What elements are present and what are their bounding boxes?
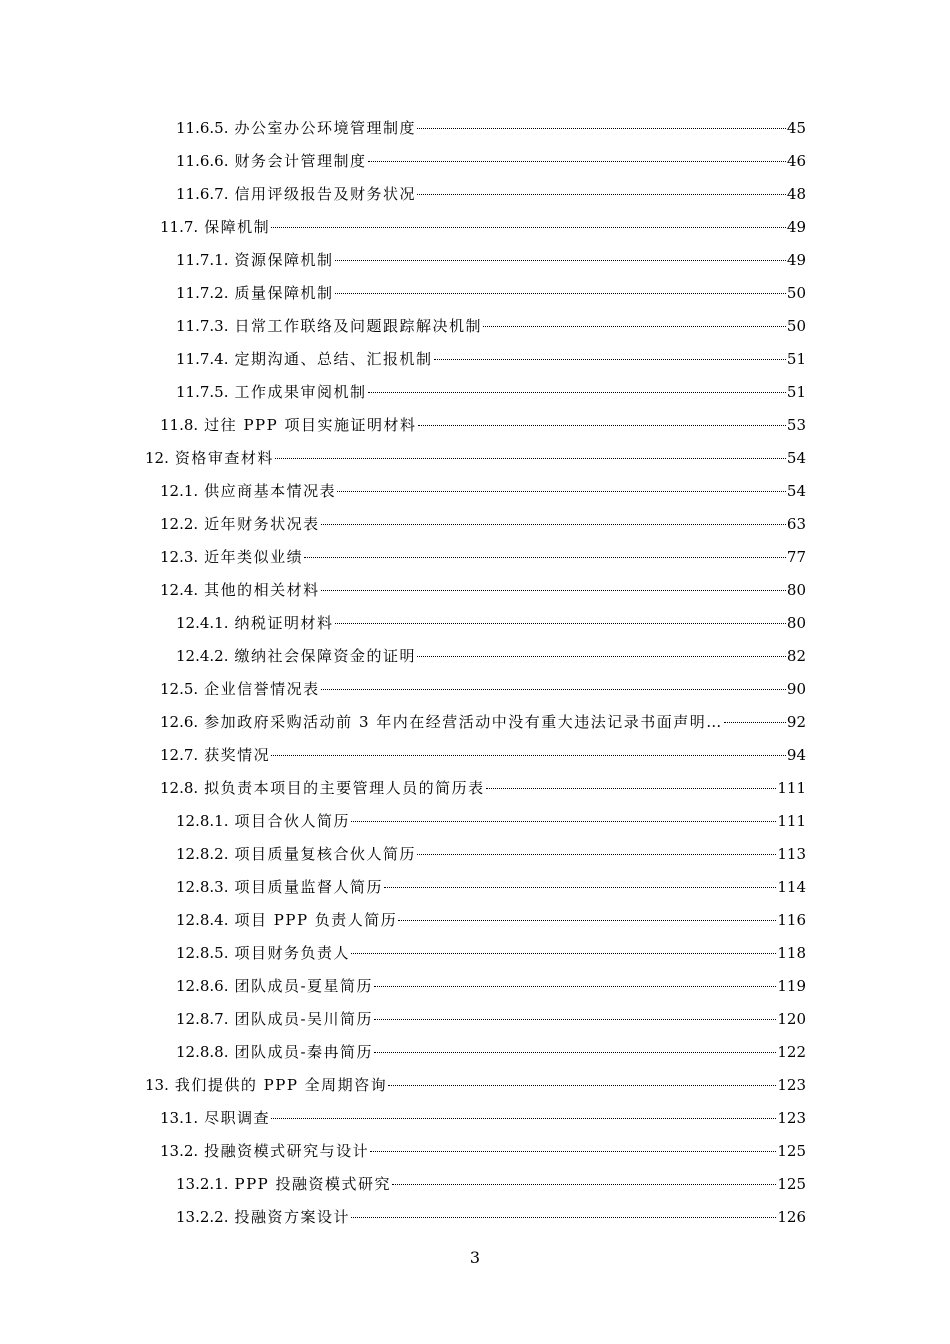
toc-entry-title: 团队成员-吴川简历 <box>234 1010 374 1028</box>
toc-dot-leader <box>368 392 786 393</box>
toc-entry[interactable] <box>0 149 950 182</box>
toc-entry[interactable] <box>0 611 950 644</box>
toc-entry-number: 11.7.5. <box>176 383 229 401</box>
toc-entry[interactable] <box>0 479 950 512</box>
toc-entry-page: 118 <box>777 944 806 962</box>
toc-entry-page: 113 <box>777 845 806 863</box>
toc-entry-title: 拟负责本项目的主要管理人员的简历表 <box>204 779 485 797</box>
toc-entry[interactable] <box>0 941 950 974</box>
toc-entry[interactable] <box>0 182 950 215</box>
toc-entry-page: 53 <box>786 416 806 434</box>
toc-entry-title: 企业信誉情况表 <box>204 680 320 698</box>
toc-entry[interactable] <box>0 974 950 1007</box>
toc-dot-leader <box>321 524 786 525</box>
toc-entry-number: 11.8. <box>160 416 199 434</box>
toc-entry-page: 94 <box>786 746 806 764</box>
toc-entry-page: 77 <box>786 548 806 566</box>
toc-entry-number: 12.3. <box>160 548 199 566</box>
toc-entry-page: 82 <box>786 647 806 665</box>
toc-entry-number: 12.8. <box>160 779 199 797</box>
toc-dot-leader <box>304 557 786 558</box>
toc-entry-number: 12.8.8. <box>176 1043 229 1061</box>
toc-entry-page: 50 <box>786 284 806 302</box>
toc-entry-page: 45 <box>786 119 806 137</box>
toc-entry-number: 11.7. <box>160 218 199 236</box>
toc-entry-number: 12.1. <box>160 482 199 500</box>
toc-entry-title: 我们提供的 PPP 全周期咨询 <box>174 1076 388 1094</box>
toc-entry-page: 122 <box>777 1043 806 1061</box>
toc-entry-title: 日常工作联络及问题跟踪解决机制 <box>234 317 482 335</box>
toc-entry-number: 12.8.5. <box>176 944 229 962</box>
toc-entry[interactable] <box>0 1007 950 1040</box>
toc-entry-page: 49 <box>786 251 806 269</box>
toc-entry-number: 11.6.7. <box>176 185 229 203</box>
toc-entry-title: 尽职调查 <box>204 1109 271 1127</box>
toc-entry[interactable] <box>0 1040 950 1073</box>
toc-dot-leader <box>321 689 786 690</box>
toc-entry[interactable] <box>0 809 950 842</box>
toc-entry-number: 12.8.2. <box>176 845 229 863</box>
toc-entry-number: 12.8.3. <box>176 878 229 896</box>
toc-entry-title: 投融资方案设计 <box>234 1208 350 1226</box>
toc-entry[interactable] <box>0 1106 950 1139</box>
toc-entry-title: 近年财务状况表 <box>204 515 320 533</box>
toc-entry-page: 119 <box>777 977 806 995</box>
toc-entry-title: 其他的相关材料 <box>204 581 320 599</box>
toc-entry-number: 12.8.1. <box>176 812 229 830</box>
toc-entry-page: 120 <box>777 1010 806 1028</box>
toc-dot-leader <box>418 425 786 426</box>
toc-entry[interactable] <box>0 644 950 677</box>
toc-entry[interactable] <box>0 842 950 875</box>
toc-entry-title: 项目合伙人简历 <box>234 812 350 830</box>
toc-entry[interactable] <box>0 116 950 149</box>
toc-entry-title: 纳税证明材料 <box>234 614 334 632</box>
toc-entry-title: 资源保障机制 <box>234 251 334 269</box>
toc-entry-page: 123 <box>777 1109 806 1127</box>
toc-entry-title: PPP 投融资模式研究 <box>234 1175 392 1193</box>
toc-entry-title: 信用评级报告及财务状况 <box>234 185 416 203</box>
toc-entry-page: 80 <box>786 581 806 599</box>
toc-entry-title: 项目财务负责人 <box>234 944 350 962</box>
toc-entry-title: 办公室办公环境管理制度 <box>234 119 416 137</box>
toc-dot-leader <box>368 161 786 162</box>
toc-entry-page: 49 <box>786 218 806 236</box>
toc-entry-title: 参加政府采购活动前 3 年内在经营活动中没有重大违法记录书面声明… <box>204 713 723 731</box>
toc-entry-number: 12.8.4. <box>176 911 229 929</box>
toc-entry[interactable] <box>0 1073 950 1106</box>
toc-entry-page: 48 <box>786 185 806 203</box>
toc-dot-leader <box>374 1019 776 1020</box>
toc-entry-title: 工作成果审阅机制 <box>234 383 367 401</box>
toc-entry-number: 12.2. <box>160 515 199 533</box>
toc-dot-leader <box>370 1151 776 1152</box>
toc-entry-title: 资格审查材料 <box>174 449 274 467</box>
toc-entry-page: 92 <box>786 713 806 731</box>
toc-entry-title: 项目质量监督人简历 <box>234 878 383 896</box>
toc-entry-number: 11.7.4. <box>176 350 229 368</box>
toc-entry[interactable] <box>0 677 950 710</box>
toc-entry-page: 46 <box>786 152 806 170</box>
toc-entry-page: 51 <box>786 383 806 401</box>
toc-dot-leader <box>374 1052 776 1053</box>
toc-entry-number: 11.6.5. <box>176 119 229 137</box>
toc-entry-number: 12. <box>145 449 169 467</box>
toc-entry[interactable] <box>0 446 950 479</box>
toc-entry-number: 12.7. <box>160 746 199 764</box>
toc-entry-title: 获奖情况 <box>204 746 271 764</box>
toc-entry-title: 供应商基本情况表 <box>204 482 337 500</box>
toc-dot-leader <box>335 293 786 294</box>
toc-entry[interactable] <box>0 413 950 446</box>
toc-entry-title: 项目质量复核合伙人简历 <box>234 845 416 863</box>
toc-entry-title: 过往 PPP 项目实施证明材料 <box>204 416 417 434</box>
toc-entry-page: 51 <box>786 350 806 368</box>
toc-entry-number: 12.8.7. <box>176 1010 229 1028</box>
toc-entry-number: 13.1. <box>160 1109 199 1127</box>
toc-entry-title: 财务会计管理制度 <box>234 152 367 170</box>
toc-entry-page: 126 <box>777 1208 806 1226</box>
toc-dot-leader <box>434 359 786 360</box>
toc-entry-title: 保障机制 <box>204 218 271 236</box>
toc-entry[interactable] <box>0 215 950 248</box>
toc-dot-leader <box>374 986 776 987</box>
toc-entry-title: 投融资模式研究与设计 <box>204 1142 370 1160</box>
toc-entry[interactable] <box>0 875 950 908</box>
toc-dot-leader <box>271 755 786 756</box>
toc-entry[interactable] <box>0 908 950 941</box>
toc-entry[interactable] <box>0 248 950 281</box>
toc-entry[interactable] <box>0 776 950 809</box>
toc-entry[interactable] <box>0 1205 950 1238</box>
toc-dot-leader <box>335 623 786 624</box>
toc-entry-number: 12.4.2. <box>176 647 229 665</box>
toc-dot-leader <box>417 128 786 129</box>
toc-dot-leader <box>384 887 776 888</box>
toc-dot-leader <box>483 326 786 327</box>
toc-dot-leader <box>351 1217 776 1218</box>
toc-entry-page: 54 <box>786 449 806 467</box>
toc-dot-leader <box>275 458 786 459</box>
toc-entry[interactable] <box>0 743 950 776</box>
toc-entry[interactable] <box>0 281 950 314</box>
toc-entry-number: 13.2. <box>160 1142 199 1160</box>
toc-entry-page: 80 <box>786 614 806 632</box>
toc-dot-leader <box>321 590 786 591</box>
toc-entry-page: 50 <box>786 317 806 335</box>
toc-entry[interactable] <box>0 710 950 743</box>
toc-entry[interactable] <box>0 1139 950 1172</box>
toc-entry-page: 125 <box>777 1142 806 1160</box>
toc-entry-title: 团队成员-夏星简历 <box>234 977 374 995</box>
toc-dot-leader <box>337 491 786 492</box>
toc-entry-page: 63 <box>786 515 806 533</box>
toc-entry-title: 缴纳社会保障资金的证明 <box>234 647 416 665</box>
toc-entry-number: 13.2.1. <box>176 1175 229 1193</box>
toc-dot-leader <box>351 953 776 954</box>
toc-entry-number: 13. <box>145 1076 169 1094</box>
page-number: 3 <box>469 1248 481 1267</box>
toc-entry-title: 项目 PPP 负责人简历 <box>234 911 398 929</box>
toc-dot-leader <box>388 1085 776 1086</box>
toc-dot-leader <box>398 920 776 921</box>
toc-entry-number: 12.6. <box>160 713 199 731</box>
toc-entry-page: 125 <box>777 1175 806 1193</box>
toc-entry-page: 116 <box>777 911 806 929</box>
toc-entry-title: 定期沟通、总结、汇报机制 <box>234 350 433 368</box>
toc-entry-number: 11.7.2. <box>176 284 229 302</box>
toc-entry-number: 12.4.1. <box>176 614 229 632</box>
toc-entry-page: 54 <box>786 482 806 500</box>
toc-dot-leader <box>351 821 776 822</box>
toc-dot-leader <box>392 1184 776 1185</box>
toc-entry-page: 111 <box>777 779 806 797</box>
toc-dot-leader <box>417 194 786 195</box>
toc-entry-number: 11.7.1. <box>176 251 229 269</box>
toc-entry-title: 近年类似业绩 <box>204 548 304 566</box>
toc-entry[interactable] <box>0 1172 950 1205</box>
toc-entry[interactable] <box>0 512 950 545</box>
toc-entry[interactable] <box>0 545 950 578</box>
toc-entry-number: 13.2.2. <box>176 1208 229 1226</box>
toc-entry-page: 123 <box>777 1076 806 1094</box>
toc-entry-number: 12.4. <box>160 581 199 599</box>
toc-entry-number: 11.6.6. <box>176 152 229 170</box>
toc-entry-number: 11.7.3. <box>176 317 229 335</box>
table-of-contents <box>0 116 950 1238</box>
toc-dot-leader <box>724 722 786 723</box>
toc-dot-leader <box>271 227 786 228</box>
toc-dot-leader <box>417 656 786 657</box>
toc-dot-leader <box>271 1118 776 1119</box>
toc-dot-leader <box>417 854 776 855</box>
toc-entry-number: 12.8.6. <box>176 977 229 995</box>
toc-entry-page: 90 <box>786 680 806 698</box>
toc-dot-leader <box>486 788 777 789</box>
toc-entry[interactable] <box>0 380 950 413</box>
toc-entry[interactable] <box>0 314 950 347</box>
toc-entry-number: 12.5. <box>160 680 199 698</box>
toc-dot-leader <box>335 260 786 261</box>
toc-entry[interactable] <box>0 578 950 611</box>
toc-entry-title: 质量保障机制 <box>234 284 334 302</box>
toc-entry-title: 团队成员-秦冉简历 <box>234 1043 374 1061</box>
toc-entry[interactable] <box>0 347 950 380</box>
toc-entry-page: 114 <box>777 878 806 896</box>
toc-entry-page: 111 <box>777 812 806 830</box>
